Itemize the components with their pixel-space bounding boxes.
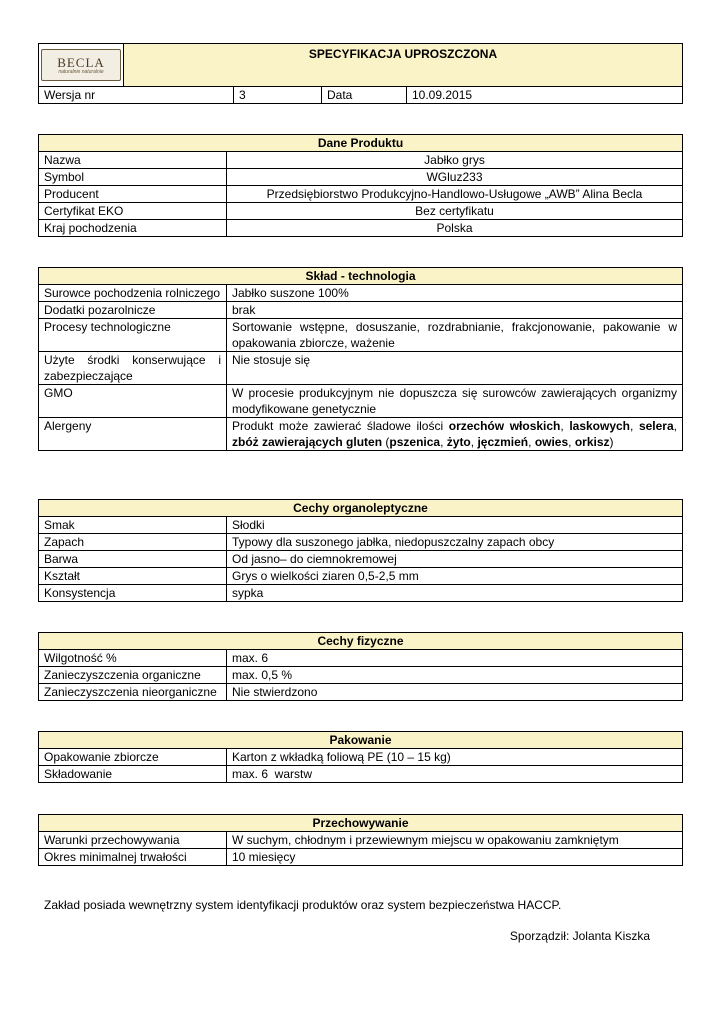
row-label: Składowanie (39, 766, 227, 783)
date-value: 10.09.2015 (407, 87, 683, 104)
version-label: Wersja nr (39, 87, 234, 104)
allergen-text: , (528, 435, 535, 449)
allergen-text: ( (382, 435, 390, 449)
row-label: Warunki przechowywania (39, 832, 227, 849)
table-row (39, 385, 683, 418)
row-value: sypka (227, 585, 683, 602)
row-value: Sortowanie wstępne, dosuszanie, rozdrabnianie, frakcjonowanie, pakowanie w opakowania zbiorcze, ważenie (227, 319, 683, 352)
storage-table (38, 814, 683, 866)
row-label: Zapach (39, 534, 227, 551)
table-row (39, 832, 683, 849)
row-value: 10 miesięcy (227, 849, 683, 866)
logo-text: BECLA (57, 54, 105, 70)
row-label: Smak (39, 517, 227, 534)
allergen-item: żyto (446, 435, 471, 449)
row-value: brak (227, 302, 683, 319)
allergen-text: , (673, 419, 677, 433)
row-label: Kraj pochodzenia (39, 220, 227, 237)
row-value: max. 6 (227, 650, 683, 667)
organoleptic-table (38, 499, 683, 602)
packaging-section-title: Pakowanie (39, 732, 683, 749)
composition-section-title: Skład - technologia (39, 268, 683, 285)
allergen-text: , (470, 435, 478, 449)
product-table (38, 134, 683, 237)
footer-note: Zakład posiada wewnętrzny system identyfikacji produktów oraz system bezpieczeństwa HACCP. (44, 898, 562, 912)
table-row (39, 684, 683, 701)
row-value: Karton z wkładką foliową PE (10 – 15 kg) (227, 749, 683, 766)
allergen-item: zbóż zawierających gluten (232, 435, 383, 449)
row-label: Certyfikat EKO (39, 203, 227, 220)
allergen-text: ) (609, 435, 614, 449)
row-label: Okres minimalnej trwałości (39, 849, 227, 866)
allergen-text: Produkt może zawierać śladowe ilości (232, 419, 449, 433)
table-row (39, 285, 683, 302)
table-row (39, 302, 683, 319)
allergen-item: jęczmień (477, 435, 529, 449)
row-value: max. 6 warstw (227, 766, 683, 783)
allergen-item: selera (638, 419, 674, 433)
allergen-item: laskowych (569, 419, 631, 433)
physical-table (38, 632, 683, 701)
table-row (39, 568, 683, 585)
row-value: Słodki (227, 517, 683, 534)
row-value: W procesie produkcyjnym nie dopuszcza się surowców zawierających organizmy modyfikowane genetycznie (227, 385, 683, 418)
row-label: Dodatki pozarolnicze (39, 302, 227, 319)
row-label: Konsystencja (39, 585, 227, 602)
table-row (39, 517, 683, 534)
row-label: Opakowanie zbiorcze (39, 749, 227, 766)
becla-logo (41, 49, 121, 81)
composition-table (38, 267, 683, 451)
table-row (39, 551, 683, 568)
allergen-item: orzechów włoskich (448, 419, 561, 433)
row-label: Wilgotność % (39, 650, 227, 667)
allergen-text: , (630, 419, 639, 433)
row-label: Surowce pochodzenia rolniczego (39, 285, 227, 302)
row-value: Typowy dla suszonego jabłka, niedopuszczalny zapach obcy (227, 534, 683, 551)
row-value: Jabłko grys (227, 152, 683, 169)
header-table (38, 43, 683, 104)
row-label: Użyte środki konserwujące i zabezpieczające (39, 352, 227, 385)
row-label: Nazwa (39, 152, 227, 169)
row-value: Polska (227, 220, 683, 237)
row-value: Od jasno– do ciemnokremowej (227, 551, 683, 568)
table-row (39, 667, 683, 684)
row-label: Zanieczyszczenia organiczne (39, 667, 227, 684)
allergen-item: pszenica (389, 435, 441, 449)
date-label: Data (322, 87, 407, 104)
allergen-text: , (568, 435, 575, 449)
row-label: Kształt (39, 568, 227, 585)
row-value: Nie stwierdzono (227, 684, 683, 701)
row-value: Przedsiębiorstwo Produkcyjno-Handlowo-Usługowe „AWB” Alina Becla (227, 186, 683, 203)
signature: Sporządził: Jolanta Kiszka (509, 929, 650, 943)
table-row (39, 849, 683, 866)
logo-tagline: naturalnie naturalnie (58, 68, 104, 75)
organoleptic-section-title: Cechy organoleptyczne (39, 500, 683, 517)
allergen-text: , (560, 419, 570, 433)
row-label: GMO (39, 385, 227, 418)
table-row (39, 534, 683, 551)
allergen-item: orkisz (574, 435, 610, 449)
table-row (39, 352, 683, 385)
document-title: SPECYFIKACJA UPROSZCZONA (124, 44, 683, 87)
logo-cell (39, 44, 124, 87)
table-row (39, 418, 683, 451)
row-value: Jabłko suszone 100% (227, 285, 683, 302)
table-row (39, 749, 683, 766)
table-row (39, 169, 683, 186)
row-label: Producent (39, 186, 227, 203)
table-row (39, 220, 683, 237)
table-row (39, 766, 683, 783)
version-value: 3 (234, 87, 322, 104)
physical-section-title: Cechy fizyczne (39, 633, 683, 650)
row-label: Alergeny (39, 418, 227, 451)
table-row (39, 203, 683, 220)
row-value: Nie stosuje się (227, 352, 683, 385)
allergen-item: owies (534, 435, 569, 449)
table-row (39, 152, 683, 169)
packaging-table (38, 731, 683, 783)
table-row (39, 186, 683, 203)
storage-section-title: Przechowywanie (39, 815, 683, 832)
row-label: Barwa (39, 551, 227, 568)
row-value: max. 0,5 % (227, 667, 683, 684)
row-label: Symbol (39, 169, 227, 186)
row-value: Grys o wielkości ziaren 0,5-2,5 mm (227, 568, 683, 585)
row-label: Procesy technologiczne (39, 319, 227, 352)
row-value: W suchym, chłodnym i przewiewnym miejscu w opakowaniu zamkniętym (227, 832, 683, 849)
table-row (39, 585, 683, 602)
table-row (39, 650, 683, 667)
product-section-title: Dane Produktu (39, 135, 683, 152)
allergen-text: , (440, 435, 447, 449)
row-value: Bez certyfikatu (227, 203, 683, 220)
row-value: WGluz233 (227, 169, 683, 186)
row-label: Zanieczyszczenia nieorganiczne (39, 684, 227, 701)
table-row (39, 319, 683, 352)
allergens-value (227, 418, 683, 451)
